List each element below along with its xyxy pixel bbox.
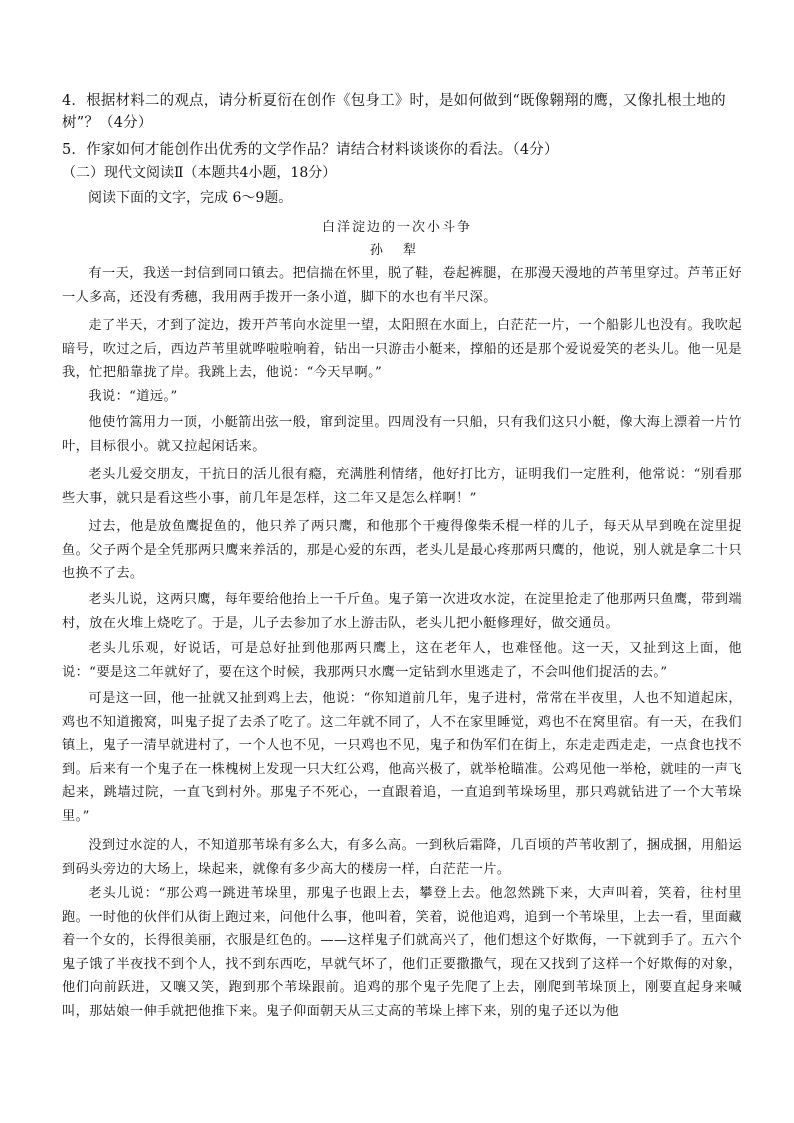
question-4: 4．根据材料二的观点，请分析夏衍在创作《包身工》时，是如何做到“既像翱翔的鹰，又像扎根土地的树”？（4分） <box>62 93 726 131</box>
question-5: 5．作家如何才能创作出优秀的文学作品？请结合材料谈谈你的看法。（4分） <box>62 142 559 158</box>
section-header: （二）现代文阅读Ⅱ（本题共4小题，18分） <box>62 165 337 181</box>
article-author: 孙 犁 <box>369 243 425 258</box>
article-paragraph: 老头儿爱交朋友，干抗日的活儿很有瘾，充满胜利情绪，他好打比方，证明我们一定胜利，他常说：“别看那些大事，就只是看这些小事，前几年是怎样，这二年又是怎么样啊！” <box>62 467 742 506</box>
article-paragraph: 可是这一回，他一扯就又扯到鸡上去，他说：“你知道前几年，鬼子进村，常常在半夜里，人也不知道起床，鸡也不知道搬窝，叫鬼子捉了去杀了吃了。这二年就不同了，人不在家里睡觉，鸡也不在窝里宿。有一天，在我们镇上，鬼子一清早就进村了，一个人也不见，一只鸡也不见，鬼子和伪军们在街上，东走走西走走，一点食也找不到。后来有一个鬼子在一株槐树上发现一只大红公鸡，他高兴极了，就举枪瞄准。公鸡见他一举枪，就哇的一声飞起来，跳墙过院，一直飞到村外。那鬼子不死心，一直跟着追，一直追到苇垛场里，那只鸡就钻进了一个大苇垛里。” <box>62 691 742 824</box>
article-paragraph: 没到过水淀的人，不知道那苇垛有多么大，有多么高。一到秋后霜降，几百顷的芦苇收割了，捆成捆，用船运到码头旁边的大场上，垛起来，就像有多少高大的楼房一样，白茫茫一片。 <box>62 838 742 877</box>
article-paragraph: 有一天，我送一封信到同口镇去。把信揣在怀里，脱了鞋，卷起裤腿，在那漫天漫地的芦苇里穿过。芦苇正好一人多高，还没有秀穗，我用两手拨开一条小道，脚下的水也有半尺深。 <box>62 266 742 305</box>
article-paragraph: 老头儿说，这两只鹰，每年要给他抬上一千斤鱼。鬼子第一次进攻水淀，在淀里抢走了他那两只鱼鹰，带到端村，放在火堆上烧吃了。于是，儿子去参加了水上游击队，老头儿把小艇修理好，做交通员。 <box>62 592 742 631</box>
article-paragraph: 过去，他是放鱼鹰捉鱼的，他只养了两只鹰，和他那个干瘦得像柴禾棍一样的儿子，每天从早到晚在淀里捉鱼。父子两个是全凭那两只鹰来养活的，那是心爱的东西，老头儿是最心疼那两只鹰的，他说，别人就是拿二十只也换不了去。 <box>62 519 742 582</box>
section-instruction: 阅读下面的文字，完成 6～9题。 <box>88 190 293 206</box>
article-title: 白洋淀边的一次小斗争 <box>321 220 472 235</box>
article-paragraph: 走了半天，才到了淀边，拨开芦苇向水淀里一望，太阳照在水面上，白茫茫一片，一个船影儿也没有。我吹起暗号，吹过之后，西边芦苇里就哗啦啦响着，钻出一只游击小艇来，撑船的还是那个爱说爱笑的老头儿。他一见是我，忙把船靠拢了岸。我跳上去，他说：“今天早啊。” <box>62 318 742 381</box>
article-paragraph: 老头儿说：“那公鸡一跳进苇垛里，那鬼子也跟上去，攀登上去。他忽然跳下来，大声叫着，笑着，往村里跑。一时他的伙伴们从街上跑过来，问他什么事，他叫着，笑着，说他追鸡，追到一个苇垛里，上去一看，里面藏着一个女的，长得很美丽，衣服是红色的。——这样鬼子们就高兴了，他们想这个好欺侮，一下就到手了。五六个鬼子饿了半夜找不到个人，找不到东西吃，早就气坏了，他们正要撒撒气，现在又找到了这样一个好欺侮的对象，他们向前跃进，又嚷又笑，跑到那个苇垛跟前。追鸡的那个鬼子先爬了上去，刚爬到苇垛顶上，刚要直起身来喊叫，那姑娘一伸手就把他推下来。鬼子仰面朝天从三丈高的苇垛上摔下来，别的鬼子还以为他 <box>62 886 742 1019</box>
article-paragraph: 他使竹篙用力一顶，小艇箭出弦一般，窜到淀里。四周没有一只船，只有我们这只小艇，像大海上漂着一片竹叶，目标很小。就又拉起闲话来。 <box>62 415 742 454</box>
article-paragraph: 我说：“道远。” <box>88 389 178 404</box>
article-paragraph: 老头儿乐观，好说话，可是总好扯到他那两只鹰上，这在老年人，也难怪他。这一天，又扯到这上面，他说：“要是这二年就好了，要在这个时候，我那两只水鹰一定钻到水里逃走了，不会叫他们捉活的去。” <box>62 641 742 680</box>
